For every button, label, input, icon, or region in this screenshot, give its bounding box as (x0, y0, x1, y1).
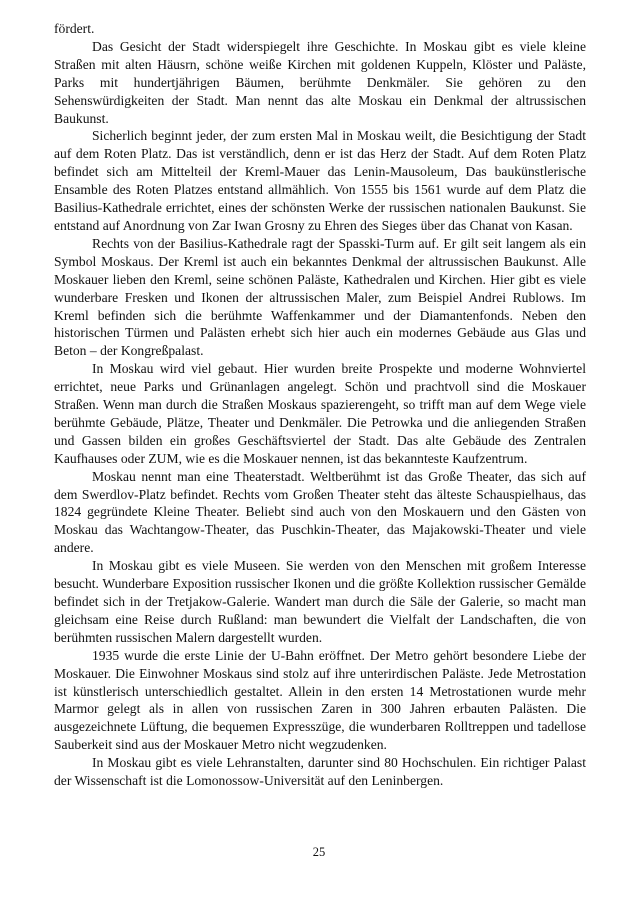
paragraph-kremlin: Rechts von der Basilius-Kathedrale ragt der Spasski-Turm auf. Er gilt seit langem als ein Symbol Moskaus. Der Kreml ist auch ein bekanntes Denkmal der altrussischen Baukunst. Alle Moskauer lieben den Kreml, seine schönen Paläste, Kathedralen und Kirchen. Hier gibt es viele wunderbare Fresken und Ikonen der altrussischen Maler, zum Beispiel Andrei Rublows. Im Kreml befinden sich die berühmte Waffenkammer und der Diamantenfonds. Neben den historischen Türmen und Palästen erhebt sich hier auch ein modernes Gebäude aus Glas und Beton – der Kongreßpalast. (54, 235, 586, 359)
paragraph-museums: In Moskau gibt es viele Museen. Sie werden von den Menschen mit großem Interesse besucht. Wunderbare Exposition russischer Ikonen und die größte Kollektion russischer Gemälde befindet sich in der Tretjakow-Galerie. Wandert man durch die Säle der Galerie, so macht man gleichsam eine Reise durch Rußland: man bewundert die Vielfalt der Landschaften, die von berühmten russischen Malern dargestellt wurden. (54, 558, 586, 645)
page-number: 25 (312, 845, 326, 859)
paragraph-red-square: Sicherlich beginnt jeder, der zum ersten Mal in Moskau weilt, die Besichtigung der Stadt auf dem Roten Platz. Das ist verständlich, denn er ist das Herz der Stadt. Auf dem Roten Platz befindet sich am Mittelteil der Kreml-Mauer das Lenin-Mausoleum, Das baukünstlerische Ensamble des Roten Platzes entstand allmählich. Von 1555 bis 1561 wurde auf dem Platz die Basilius-Kathedrale errichtet, eines der schönsten Werke der russischen nationalen Baukunst. Sie entstand auf Anordnung von Zar Iwan Grosny zu Ehren des Sieges über das Chanat von Kasan. (54, 128, 586, 233)
paragraph-city-face: Das Gesicht der Stadt widerspiegelt ihre Geschichte. In Moskau gibt es viele kleine Straßen mit alten Häusrn, schöne weiße Kirchen mit goldenen Kuppeln, Klöster und Paläste, Parks mit hundertjährigen Bäumen, berühmte Denkmäler. Sie gehören zu den Sehenswürdigkeiten der Stadt. Man nennt das alte Moskau ein Denkmal der altrussischen Baukunst. (54, 38, 586, 126)
paragraph-metro: 1935 wurde die erste Linie der U-Bahn eröffnet. Der Metro gehört besondere Liebe der Moskauer. Die Einwohner Moskaus sind stolz auf ihre unterirdischen Paläste. Jede Metrostation ist künstlerisch unterschiedlich gestaltet. Allein in den ersten 14 Metrostationen wurde mehr Marmor gelegt als in allen von russischen Zaren in 300 Jahren erbauten Palästen. Die ausgezeichnete Lüftung, die bequemen Expresszüge, die wunderbaren Rolltreppen und tadellose Sauberkeit sind aus der Moskauer Metro nicht wegzudenken. (54, 647, 586, 753)
paragraph-continuation: fördert. (54, 21, 95, 36)
paragraph-theaters: Moskau nennt man eine Theaterstadt. Weltberühmt ist das Große Theater, das sich auf dem Swerdlov-Platz befindet. Rechts vom Großen Theater steht das älteste Schauspielhaus, das 1824 gegründete Kleine Theater. Beliebt sind auch von den Moskauern und den Gästen von Moskau das Wachtangow-Theater, das Puschkin-Theater, das Majakowski-Theater und viele andere. (54, 468, 586, 556)
paragraph-construction: In Moskau wird viel gebaut. Hier wurden breite Prospekte und moderne Wohnviertel errichtet, neue Parks und Grünanlagen angelegt. Schön und prachtvoll sind die Moskauer Straßen. Wenn man durch die Straßen Moskaus spazierengeht, so trifft man auf dem Wege viele berühmte Gebäude, Plätze, Theater und Denkmäler. Die Petrowka und die anliegenden Straßen und Gassen bilden ein großes Geschäftsviertel der Stadt. Das alte Gebäude des Zentralen Kaufhauses oder ZUM, wie es die Moskauer nennen, ist das bekannteste Kaufzentrum. (54, 361, 586, 466)
paragraph-universities: In Moskau gibt es viele Lehranstalten, darunter sind 80 Hochschulen. Ein richtiger Palast der Wissenschaft ist die Lomonossow-Universität auf den Leninbergen. (54, 755, 586, 789)
